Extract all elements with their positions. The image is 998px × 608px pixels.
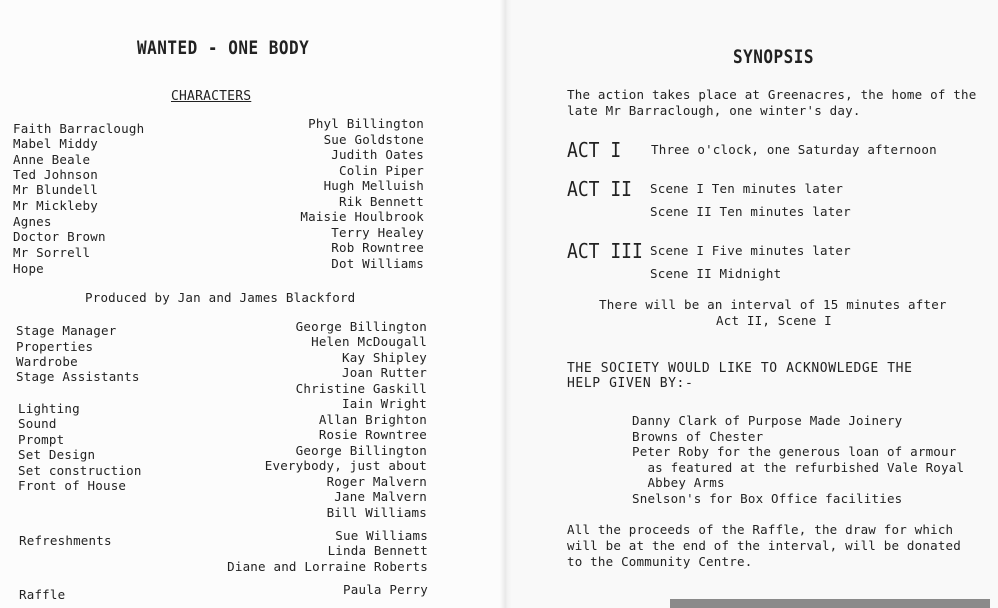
play-title: WANTED - ONE BODY [137, 36, 310, 59]
crew-name: Everybody, just about [264, 458, 427, 473]
raffle-name: Paula Perry [343, 582, 428, 597]
crew-role: Set construction [18, 463, 142, 478]
cast-actor: Terry Healey [331, 225, 424, 240]
cast-actor: Hugh Melluish [323, 178, 424, 193]
act1-text: Three o'clock, one Saturday afternoon [651, 142, 937, 157]
act2-label: ACT II [567, 177, 633, 202]
crew-role: Properties [16, 339, 94, 354]
crew-role: Front of House [18, 478, 127, 493]
crew-name: Iain Wright [342, 396, 427, 411]
acknowledge-heading: THE SOCIETY WOULD LIKE TO ACKNOWLEDGE THE [567, 361, 913, 376]
raffle-label: Raffle [19, 587, 66, 602]
crew-name: Helen McDougall [311, 334, 427, 349]
act2-scene2: Scene II Ten minutes later [650, 204, 851, 219]
cast-actor: Phyl Billington [308, 116, 424, 131]
scan-edge-shadow [670, 599, 990, 608]
crew-name: Rosie Rowntree [318, 427, 427, 442]
interval-line: Act II, Scene I [716, 313, 832, 328]
raffle-note: All the proceeds of the Raffle, the draw for which [567, 522, 954, 537]
characters-heading: CHARACTERS [171, 89, 252, 104]
crew-role: Stage Manager [16, 323, 117, 338]
cast-role: Doctor Brown [13, 229, 106, 244]
refreshments-label: Refreshments [19, 533, 112, 548]
cast-role: Faith Barraclough [13, 121, 145, 136]
acknowledge-heading: HELP GIVEN BY:- [567, 376, 694, 391]
thanks-item: Danny Clark of Purpose Made Joinery [632, 413, 903, 428]
crew-role: Wardrobe [16, 354, 78, 369]
cast-role: Ted Johnson [13, 167, 98, 182]
crew-name: Joan Rutter [342, 365, 427, 380]
crew-role: Set Design [18, 447, 96, 462]
crew-name: Allan Brighton [318, 412, 427, 427]
crew-name: George Billington [295, 319, 427, 334]
cast-actor: Sue Goldstone [323, 132, 424, 147]
thanks-item: Abbey Arms [632, 475, 725, 490]
thanks-item: as featured at the refurbished Vale Royal [632, 460, 965, 475]
cast-role: Mr Sorrell [13, 245, 91, 260]
cast-actor: Colin Piper [339, 163, 424, 178]
cast-actor: Maisie Houlbrook [300, 209, 424, 224]
crew-role: Lighting [18, 401, 80, 416]
act3-scene1: Scene I Five minutes later [650, 243, 851, 258]
synopsis-title: SYNOPSIS [733, 45, 815, 68]
page-fold [500, 0, 512, 608]
cast-role: Mr Blundell [13, 182, 98, 197]
cast-actor: Rik Bennett [339, 194, 424, 209]
refreshments-name: Linda Bennett [327, 543, 428, 558]
crew-name: Christine Gaskill [295, 381, 427, 396]
thanks-item: Browns of Chester [632, 429, 764, 444]
refreshments-name: Diane and Lorraine Roberts [227, 559, 428, 574]
act1-label: ACT I [567, 138, 622, 163]
act2-scene1: Scene I Ten minutes later [650, 181, 844, 196]
thanks-item: Snelson's for Box Office facilities [632, 491, 903, 506]
crew-name: Jane Malvern [334, 489, 427, 504]
crew-name: George Billington [295, 443, 427, 458]
interval-line: There will be an interval of 15 minutes after [599, 297, 947, 312]
crew-role: Prompt [18, 432, 65, 447]
intro-line: The action takes place at Greenacres, the home of the [567, 87, 977, 102]
crew-role: Sound [18, 416, 57, 431]
intro-line: late Mr Barraclough, one winter's day. [567, 103, 861, 118]
crew-name: Bill Williams [326, 505, 427, 520]
cast-actor: Rob Rowntree [331, 240, 424, 255]
cast-role: Mr Mickleby [13, 198, 98, 213]
crew-name: Kay Shipley [342, 350, 427, 365]
cast-role: Mabel Middy [13, 136, 98, 151]
crew-role: Stage Assistants [16, 369, 140, 384]
raffle-note: to the Community Centre. [567, 554, 753, 569]
act3-label: ACT III [567, 239, 643, 264]
produced-by: Produced by Jan and James Blackford [85, 290, 356, 305]
cast-role: Hope [13, 261, 44, 276]
act3-scene2: Scene II Midnight [650, 266, 782, 281]
cast-actor: Judith Oates [331, 147, 424, 162]
cast-actor: Dot Williams [331, 256, 424, 271]
refreshments-name: Sue Williams [335, 528, 428, 543]
cast-role: Anne Beale [13, 152, 91, 167]
crew-name: Roger Malvern [326, 474, 427, 489]
thanks-item: Peter Roby for the generous loan of armour [632, 444, 957, 459]
cast-role: Agnes [13, 214, 52, 229]
raffle-note: will be at the end of the interval, will be donated [567, 538, 962, 553]
